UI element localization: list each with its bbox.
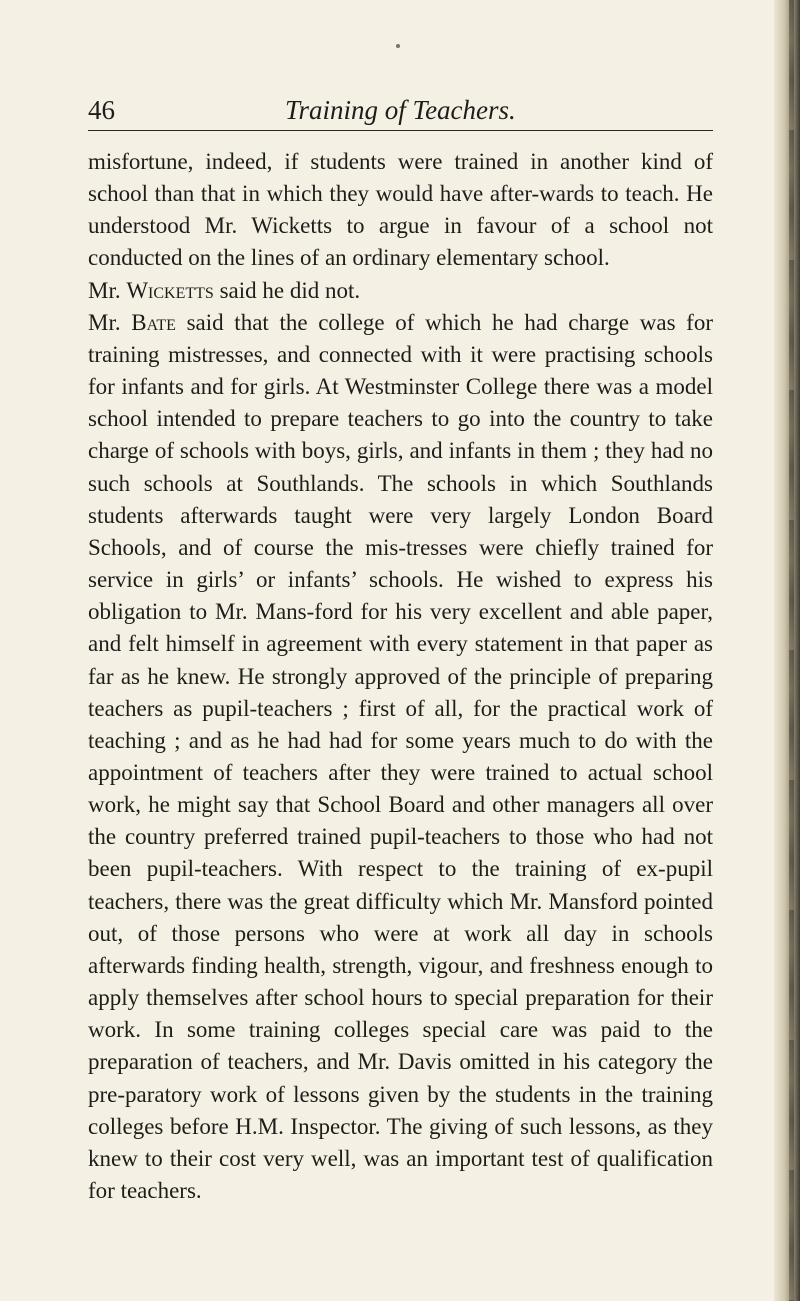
header-rule xyxy=(88,130,713,131)
speaker-name: Wicketts xyxy=(126,277,214,303)
page-header xyxy=(88,93,713,133)
paragraph-wicketts xyxy=(88,275,713,307)
running-title: Training of Teachers. xyxy=(285,95,516,125)
speaker-title: Mr. xyxy=(88,309,132,335)
paragraph-text: said that the college of which he had charge was for training mistresses, and connected with it were practising schools for infants and for girls. At Westminster College there was a model school intended to prepare teachers to go into the country to take charge of schools with boys, girls, and infants in them ; they had no such schools at Southlands. The schools in which Southlands students afterwards taught were very largely London Board Schools, and of course the mis-tresses were chiefly trained for service in girls’ or infants’ schools. He wished to express his obligation to Mr. Mans-ford for his very excellent and able paper, and felt himself in agreement with every statement in that paper as far as he knew. He strongly approved of the principle of preparing teachers as pupil-teachers ; first of all, for the practical work of teaching ; and as he had had for some years much to do with the appointment of teachers after they were trained to actual school work, he might say that School Board and other managers all over the country preferred trained pupil-teachers to those who had not been pupil-teachers. With respect to the training of ex-pupil teachers, there was the great difficulty which Mr. Mansford pointed out, of those persons who were at work all day in schools afterwards finding health, strength, vigour, and freshness enough to apply themselves after school hours to special preparation for their work. In some training colleges special care was paid to the preparation of teachers, and Mr. Davis omitted in his category the pre-paratory work of lessons given by the students in the training colleges before H.M. Inspector. The giving of such lessons, as they knew to their cost very well, was an important test of qualification for teachers. xyxy=(88,309,713,1203)
paragraph-continuation xyxy=(88,146,713,275)
page-number: 46 xyxy=(88,95,115,125)
paragraph-text: said he did not. xyxy=(213,277,361,303)
paragraph-text: misfortune, indeed, if students were trained in another kind of school than that in which they would have after-wards to teach. He understood Mr. Wicketts to argue in favour of a school not conducted on the lines of an ordinary elementary school. xyxy=(88,149,713,271)
page-edge xyxy=(774,0,800,1301)
ink-speck xyxy=(396,44,400,48)
speaker-title: Mr. xyxy=(88,277,127,303)
paragraph-bate xyxy=(88,307,713,1207)
page-edge-shadow xyxy=(789,0,794,1301)
speaker-name: Bate xyxy=(131,309,176,335)
body-text xyxy=(88,146,713,1207)
